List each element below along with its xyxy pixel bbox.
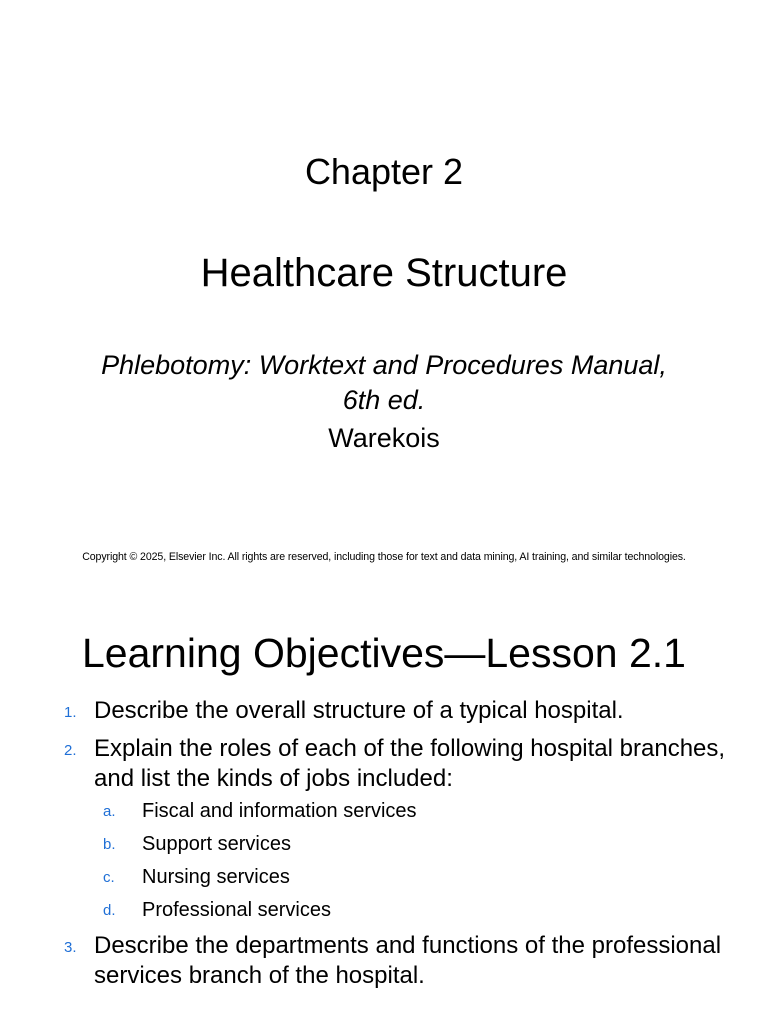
sub-objective-text: Support services xyxy=(142,833,291,855)
sub-objective-letter: b. xyxy=(103,836,116,853)
objective-text: Describe the overall structure of a typical hospital. xyxy=(94,697,624,724)
sub-objective-item xyxy=(94,897,728,923)
objective-number: 3. xyxy=(64,939,77,956)
book-title-line-1: Phlebotomy: Worktext and Procedures Manual, xyxy=(101,350,667,380)
objective-item xyxy=(0,931,768,991)
sub-objective-item xyxy=(94,864,728,890)
sub-objective-item xyxy=(94,798,728,824)
book-title-line-2: 6th ed. xyxy=(342,385,426,415)
objective-number: 1. xyxy=(64,704,77,721)
sub-objective-text: Professional services xyxy=(142,899,331,921)
chapter-label: Chapter 2 xyxy=(304,151,464,192)
objective-item xyxy=(0,734,768,923)
sub-objective-item xyxy=(94,831,728,857)
objective-item xyxy=(0,696,768,726)
slide-title: Healthcare Structure xyxy=(200,251,568,295)
book-title xyxy=(0,348,768,418)
sub-objective-letter: d. xyxy=(103,902,116,919)
sub-objectives-list xyxy=(94,798,728,923)
copyright-notice: Copyright © 2025, Elsevier Inc. All rights are reserved, including those for text and data mining, AI training, and similar technologies. xyxy=(82,551,686,563)
learning-objectives-slide xyxy=(0,590,768,1024)
sub-objective-letter: c. xyxy=(103,869,115,886)
author-name: Warekois xyxy=(328,423,440,453)
objective-text: Describe the departments and functions of the professional services branch of the hospital. xyxy=(94,932,722,989)
objective-text: Explain the roles of each of the following hospital branches, and list the kinds of jobs included: xyxy=(94,735,726,792)
sub-objective-text: Fiscal and information services xyxy=(142,800,417,822)
objectives-list xyxy=(0,696,768,999)
sub-objective-text: Nursing services xyxy=(142,866,290,888)
objectives-heading: Learning Objectives—Lesson 2.1 xyxy=(82,630,686,676)
objective-number: 2. xyxy=(64,742,77,759)
sub-objective-letter: a. xyxy=(103,803,116,820)
